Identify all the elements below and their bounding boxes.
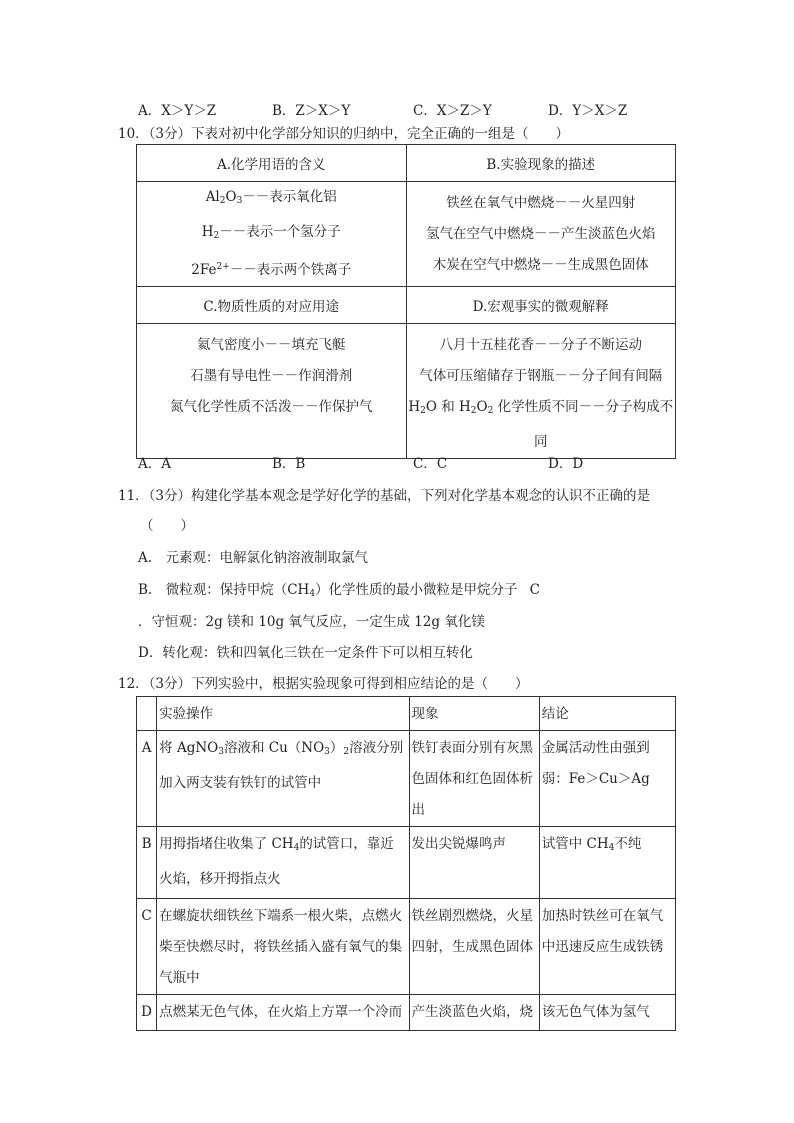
q11-option-b[interactable]: B. 微粒观：保持甲烷$(CH_4)$化学性质的最小微粒是甲烷分子 C <box>138 582 540 599</box>
q10-option-c[interactable]: C．C <box>413 456 448 472</box>
q9-options <box>138 99 658 117</box>
q10-c-header: C.物质性质的对应用途 <box>137 287 407 324</box>
q12-row-a-operation: 将 AgNO$_3$溶液和 $Cu(NO_3)_2$溶液分别加入两支装有铁钉的试管中 <box>157 731 409 827</box>
q9-option-b[interactable]: B．Z＞X＞Y <box>272 103 351 119</box>
q10-option-b[interactable]: B．B <box>272 456 306 472</box>
q10-c-item-3: 氮气化学性质不活泼－－作保护气 <box>170 399 373 415</box>
q10-a-item-1: $Al_2O_3--$表示氧化铝 <box>205 189 337 206</box>
q12-row-d-label: D <box>137 995 157 1031</box>
q10-d-header: D.宏观事实的微观解释 <box>406 287 676 324</box>
q12-row-c-operation: 在螺旋状细铁丝下端系一根火柴，点燃火柴至快燃尽时，将铁丝插入盛有氧气的集气瓶中 <box>157 899 409 995</box>
q10-c-cell <box>137 324 407 459</box>
table-row <box>137 827 676 899</box>
q9-option-c[interactable]: C．X＞Z＞Y <box>413 103 492 119</box>
q12-row-b-label: B <box>137 827 157 899</box>
q12-row-a-conclusion: 金属活动性由强到弱：Fe＞Cu＞Ag <box>539 731 675 827</box>
q12-row-c-phenomenon: 铁丝剧烈燃烧，火星四射，生成黑色固体 <box>409 899 539 995</box>
q10-a-item-3: $2Fe^{2+}--$表示两个铁离子 <box>191 262 352 278</box>
q10-a-item-2: $H_2--$表示一个氢分子 <box>201 224 341 241</box>
q10-d-item-1: 八月十五桂花香－－分子不断运动 <box>439 337 642 353</box>
q10-b-cell <box>406 182 676 287</box>
q12-row-c-label: C <box>137 899 157 995</box>
q10-c-item-2: 石墨有导电性－－作润滑剂 <box>190 368 353 384</box>
q12-header-operation: 实验操作 <box>157 697 409 731</box>
q10-options <box>138 452 658 470</box>
q10-b-item-2: 氢气在空气中燃烧－－产生淡蓝色火焰 <box>426 225 656 242</box>
q10-a-cell <box>137 182 407 287</box>
q12-row-d-operation: 点燃某无色气体，在火焰上方罩一个冷而 <box>157 995 409 1031</box>
q11-stem: 11．（3分）构建化学基本观念是学好化学的基础，下列对化学基本观念的认识不正确的是 <box>118 488 651 504</box>
q12-table <box>136 696 676 1031</box>
q10-b-item-1: 铁丝在氧气中燃烧－－火星四射 <box>446 194 636 211</box>
q12-row-b-conclusion: 试管中 $CH_4$不纯 <box>539 827 675 899</box>
q11-option-d[interactable]: D．转化观：铁和四氧化三铁在一定条件下可以相互转化 <box>138 645 473 661</box>
q11-option-c[interactable]: ．守恒观：2g 镁和 10g 氧气反应，一定生成 12g 氧化镁 <box>138 614 485 630</box>
q10-stem: 10．（3分）下表对初中化学部分知识的归纳中，完全正确的一组是（ ） <box>118 126 570 142</box>
q10-b-item-3: 木炭在空气中燃烧－－生成黑色固体 <box>432 256 649 273</box>
q12-header-phenomenon: 现象 <box>409 697 539 731</box>
q12-row-b-phenomenon: 发出尖锐爆鸣声 <box>409 827 539 899</box>
q12-row-d-phenomenon: 产生淡蓝色火焰，烧 <box>409 995 539 1031</box>
q10-a-header: A.化学用语的含义 <box>137 145 407 182</box>
table-row <box>137 899 676 995</box>
q10-d-cell <box>406 324 676 459</box>
table-row <box>137 731 676 827</box>
q10-option-a[interactable]: A．A <box>138 456 171 472</box>
q12-row-a-phenomenon: 铁钉表面分别有灰黑色固体和红色固体析出 <box>409 731 539 827</box>
q12-row-c-conclusion: 加热时铁丝可在氧气中迅速反应生成铁锈 <box>539 899 675 995</box>
q10-option-d[interactable]: D．D <box>548 456 584 472</box>
q10-b-header: B.实验现象的描述 <box>406 145 676 182</box>
q11-option-a[interactable]: A. 元素观：电解氯化钠溶液制取氯气 <box>138 550 369 566</box>
q12-row-d-conclusion: 该无色气体为氢气 <box>539 995 675 1031</box>
q10-table <box>136 144 676 459</box>
q10-c-item-1: 氦气密度小－－填充飞艇 <box>197 337 346 353</box>
q9-option-d[interactable]: D．Y＞X＞Z <box>548 103 628 119</box>
q12-row-b-operation: 用拇指堵住收集了 $CH_4$的试管口，靠近火焰，移开拇指点火 <box>157 827 409 899</box>
q12-header-conclusion: 结论 <box>539 697 675 731</box>
q10-d-item-2: 气体可压缩储存于钢瓶－－分子间有间隔 <box>419 368 663 384</box>
q9-option-a[interactable]: A．X＞Y＞Z <box>138 103 217 119</box>
q12-header-label <box>137 697 157 731</box>
q11-answer-paren: （ ） <box>140 518 194 534</box>
table-row <box>137 995 676 1031</box>
q12-stem: 12．（3分）下列实验中，根据实验现象可得到相应结论的是（ ） <box>118 676 529 692</box>
q12-row-a-label: A <box>137 731 157 827</box>
q10-d-item-3: $H_2O$ 和 $H_2O_2$ 化学性质不同－－分子构成不同 <box>408 399 674 450</box>
